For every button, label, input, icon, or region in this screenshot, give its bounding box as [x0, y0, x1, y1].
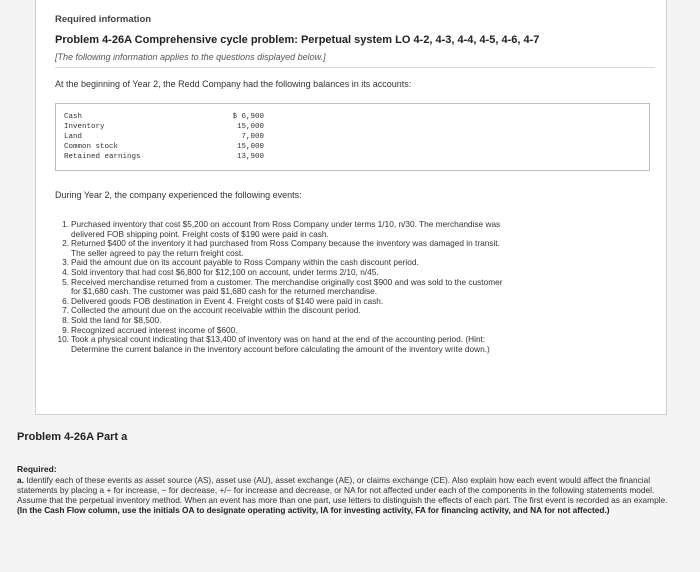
- balance-row: [64, 113, 264, 123]
- list-item: [55, 239, 660, 258]
- event-text: Recognized accrued interest income of $600.: [71, 324, 238, 335]
- required-cashflow-note: (In the Cash Flow column, use the initials OA to designate operating activity, IA for investing activity, FA for financing activity, and NA for not affected.): [17, 505, 610, 515]
- list-item: [55, 278, 660, 297]
- balances-table: [55, 103, 650, 171]
- event-text: Sold inventory that had cost $6,800 for $12,100 on account, under terms 2/10, n/45.: [71, 266, 379, 277]
- part-title: Problem 4-26A Part a: [17, 431, 128, 443]
- balance-row: [64, 133, 264, 143]
- balance-label: Land: [64, 133, 83, 141]
- balance-label: Cash: [64, 113, 83, 121]
- event-text: Returned $400 of the inventory it had purchased from Ross Company because the inventory was damaged in transit.: [71, 238, 500, 249]
- event-number: 6.: [62, 295, 69, 306]
- balance-row: [64, 153, 264, 163]
- events-intro: During Year 2, the company experienced the following events:: [55, 190, 302, 200]
- balance-value: $ 6,900: [232, 113, 264, 121]
- problem-title: Problem 4-26A Comprehensive cycle problem: Perpetual system LO 4-2, 4-3, 4-4, 4-5, 4-6, 4-7: [55, 34, 540, 46]
- event-text: Purchased inventory that cost $5,200 on account from Ross Company under terms 1/10, n/30. The merchandise was: [71, 219, 501, 229]
- event-number: 8.: [62, 314, 69, 325]
- divider: [55, 67, 655, 68]
- required-label: Required:: [17, 464, 57, 474]
- event-number: 10.: [57, 334, 69, 345]
- event-text-cont: The seller agreed to pay the return freight cost.: [71, 247, 244, 258]
- event-number: 1.: [62, 219, 69, 229]
- balance-value: 7,000: [241, 133, 264, 141]
- required-item-letter: a.: [17, 475, 24, 485]
- required-instructions: [17, 475, 672, 515]
- events-list: [55, 220, 660, 354]
- event-text: Received merchandise returned from a customer. The merchandise originally cost $900 and was sold to the customer: [71, 276, 503, 287]
- balance-value: 13,900: [236, 153, 264, 161]
- event-number: 2.: [62, 238, 69, 249]
- event-text-cont: for $1,680 cash. The customer was paid $1,680 cash for the returned merchandise.: [71, 286, 378, 297]
- event-text: Collected the amount due on the account receivable within the discount period.: [71, 305, 361, 316]
- balance-value: 15,000: [236, 143, 264, 151]
- applies-note: [The following information applies to the questions displayed below.]: [55, 52, 326, 62]
- event-text: Paid the amount due on its account payable to Ross Company within the cash discount period.: [71, 257, 419, 268]
- balance-row: [64, 143, 264, 153]
- balance-value: 15,000: [236, 123, 264, 131]
- event-text: Sold the land for $8,500.: [71, 314, 162, 325]
- event-number: 9.: [62, 324, 69, 335]
- event-number: 4.: [62, 266, 69, 277]
- event-text-cont: delivered FOB shipping point. Freight costs of $190 were paid in cash.: [71, 228, 329, 239]
- problem-card: [35, 0, 667, 415]
- required-information-heading: Required information: [55, 14, 152, 25]
- event-text-cont: Determine the current balance in the inventory account before calculating the amount of the inventory write down.): [71, 343, 490, 354]
- event-number: 7.: [62, 305, 69, 316]
- required-body: Identify each of these events as asset source (AS), asset use (AU), asset exchange (AE), or claims exchange (CE). Also explain how each event would affect the financial statements by placing a + for increase, − for decrease, +/− for increase and decrease, or NA for not affected under each of the components in the following statements model. Assume that the perpetual inventory method. When an event has more than one part, use letters to distinguish the effects of each part. The first event is recorded as an example.: [17, 475, 668, 505]
- event-text: Took a physical count indicating that $13,400 of inventory was on hand at the end of the accounting period. (Hint:: [71, 334, 486, 345]
- balance-row: [64, 123, 264, 133]
- balance-label: Common stock: [64, 143, 119, 151]
- balance-label: Retained earnings: [64, 153, 141, 161]
- balance-label: Inventory: [64, 123, 105, 131]
- event-number: 5.: [62, 276, 69, 287]
- event-number: 3.: [62, 257, 69, 268]
- balances-intro: At the beginning of Year 2, the Redd Company had the following balances in its accounts:: [55, 79, 412, 89]
- list-item: [55, 220, 660, 239]
- list-item: [55, 335, 660, 354]
- event-text: Delivered goods FOB destination in Event 4. Freight costs of $140 were paid in cash.: [71, 295, 384, 306]
